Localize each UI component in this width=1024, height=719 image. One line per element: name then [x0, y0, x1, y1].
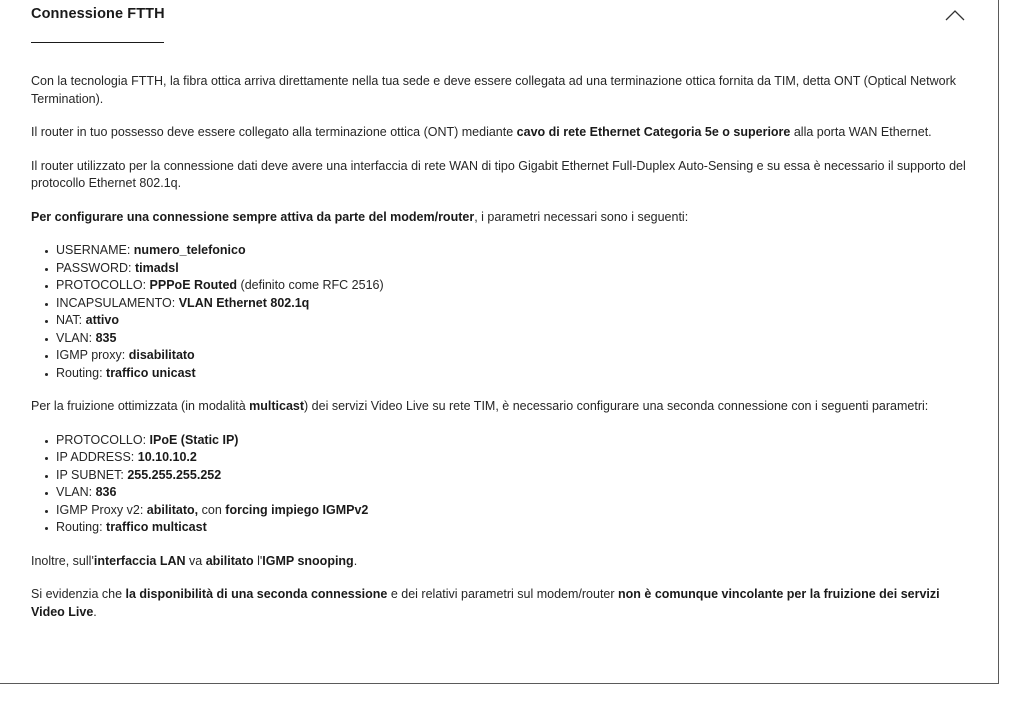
param-extra: con: [198, 502, 226, 517]
list-item: [45, 242, 971, 260]
paragraph-igmp-snooping: [31, 553, 971, 571]
list-item: [45, 295, 971, 313]
paragraph-video-live: [31, 398, 971, 416]
bold-segment: Per configurare una connessione sempre attiva da parte del modem/router: [31, 209, 475, 224]
list-item: [45, 347, 971, 365]
param-value-secondary: forcing impiego IGMPv2: [225, 502, 369, 517]
param-value: 835: [95, 330, 117, 345]
list-item: [45, 502, 971, 520]
section-title: Connessione FTTH: [31, 6, 165, 22]
param-value: 255.255.255.252: [127, 467, 222, 482]
param-label: INCAPSULAMENTO:: [56, 295, 179, 310]
paragraph-config-intro: [31, 209, 971, 227]
list-item: [45, 432, 971, 450]
list-item: [45, 277, 971, 295]
param-value: numero_telefonico: [133, 243, 246, 257]
param-value: disabilitato: [128, 348, 195, 362]
paragraph-wan-interface: Il router utilizzato per la connessione dati deve avere una interfaccia di rete WAN di tipo Gigabit Ethernet Full-Duplex Auto-Sensing e su essa è necessario il supporto del protocollo Ethernet 802.1q.: [31, 158, 966, 190]
param-value: 836: [95, 485, 117, 499]
param-value: 10.10.10.2: [137, 450, 197, 464]
bold-segment: interfaccia LAN: [93, 553, 186, 568]
paragraph-router-cable: [31, 124, 971, 142]
param-label: PROTOCOLLO:: [56, 278, 150, 292]
param-label: IGMP Proxy v2:: [56, 502, 147, 517]
param-label: IGMP proxy:: [56, 348, 129, 362]
text-segment: ) dei servizi Video Live su rete TIM, è necessario configurare una seconda connessione con i seguenti parametri:: [304, 399, 929, 413]
param-label: Routing:: [56, 520, 107, 534]
param-value: attivo: [85, 313, 119, 327]
list-item: [45, 312, 971, 330]
text-segment: l': [253, 553, 263, 568]
paragraph-disclaimer: [31, 586, 971, 621]
paragraph-ftth-intro: Con la tecnologia FTTH, la fibra ottica arriva direttamente nella tua sede e deve essere collegata ad una terminazione ottica fornita da TIM, detta ONT (Optical Network Termination).: [31, 74, 956, 106]
bold-segment: la disponibilità di una seconda connessione: [125, 587, 388, 601]
list-item: [45, 365, 971, 383]
param-label: NAT:: [56, 313, 86, 327]
param-label: IP ADDRESS:: [56, 450, 138, 464]
param-label: USERNAME:: [56, 243, 134, 257]
param-value: timadsl: [134, 260, 179, 275]
text-segment: alla porta WAN Ethernet.: [790, 125, 932, 139]
bold-segment: cavo di rete Ethernet Categoria 5e o superiore: [516, 125, 791, 139]
primary-connection-params-list: [31, 242, 971, 382]
text-segment: e dei relativi parametri sul modem/router: [387, 587, 619, 601]
text-segment: .: [353, 553, 358, 568]
bold-segment: IGMP snooping: [262, 553, 354, 568]
param-value: traffico multicast: [106, 520, 207, 534]
text-segment: Inoltre, sull': [31, 553, 94, 568]
list-item: [45, 330, 971, 348]
bold-segment: abilitato: [205, 553, 254, 568]
param-label: VLAN:: [56, 485, 96, 499]
accordion-content: [31, 73, 971, 637]
param-value: traffico unicast: [106, 365, 196, 380]
param-value: VLAN Ethernet 802.1q: [178, 295, 310, 310]
list-item: [45, 449, 971, 467]
list-item: [45, 519, 971, 537]
param-extra: (definito come RFC 2516): [237, 278, 384, 292]
text-segment: Per la fruizione ottimizzata (in modalità: [31, 399, 250, 413]
param-label: VLAN:: [56, 330, 96, 345]
param-label: Routing:: [56, 365, 107, 380]
accordion-header[interactable]: [31, 6, 971, 44]
list-item: [45, 260, 971, 278]
bold-segment: multicast: [249, 399, 305, 413]
param-label: PASSWORD:: [56, 260, 135, 275]
param-value: IPoE (Static IP): [149, 432, 239, 447]
text-segment: .: [93, 604, 97, 619]
text-segment: , i parametri necessari sono i seguenti:: [474, 209, 689, 224]
param-label: IP SUBNET:: [56, 467, 128, 482]
param-label: PROTOCOLLO:: [56, 432, 150, 447]
param-value: PPPoE Routed: [149, 278, 238, 292]
list-item: [45, 467, 971, 485]
param-value: abilitato,: [146, 502, 199, 517]
list-item: [45, 484, 971, 502]
text-segment: Il router in tuo possesso deve essere collegato alla terminazione ottica (ONT) mediante: [31, 125, 517, 139]
text-segment: Si evidenzia che: [31, 587, 126, 601]
secondary-connection-params-list: [31, 432, 971, 537]
bold-segment: non è comunque vincolante per la fruizione dei servizi Video Live: [31, 587, 940, 619]
title-underline: [31, 42, 164, 43]
chevron-up-icon[interactable]: [943, 6, 967, 26]
text-segment: va: [185, 553, 206, 568]
